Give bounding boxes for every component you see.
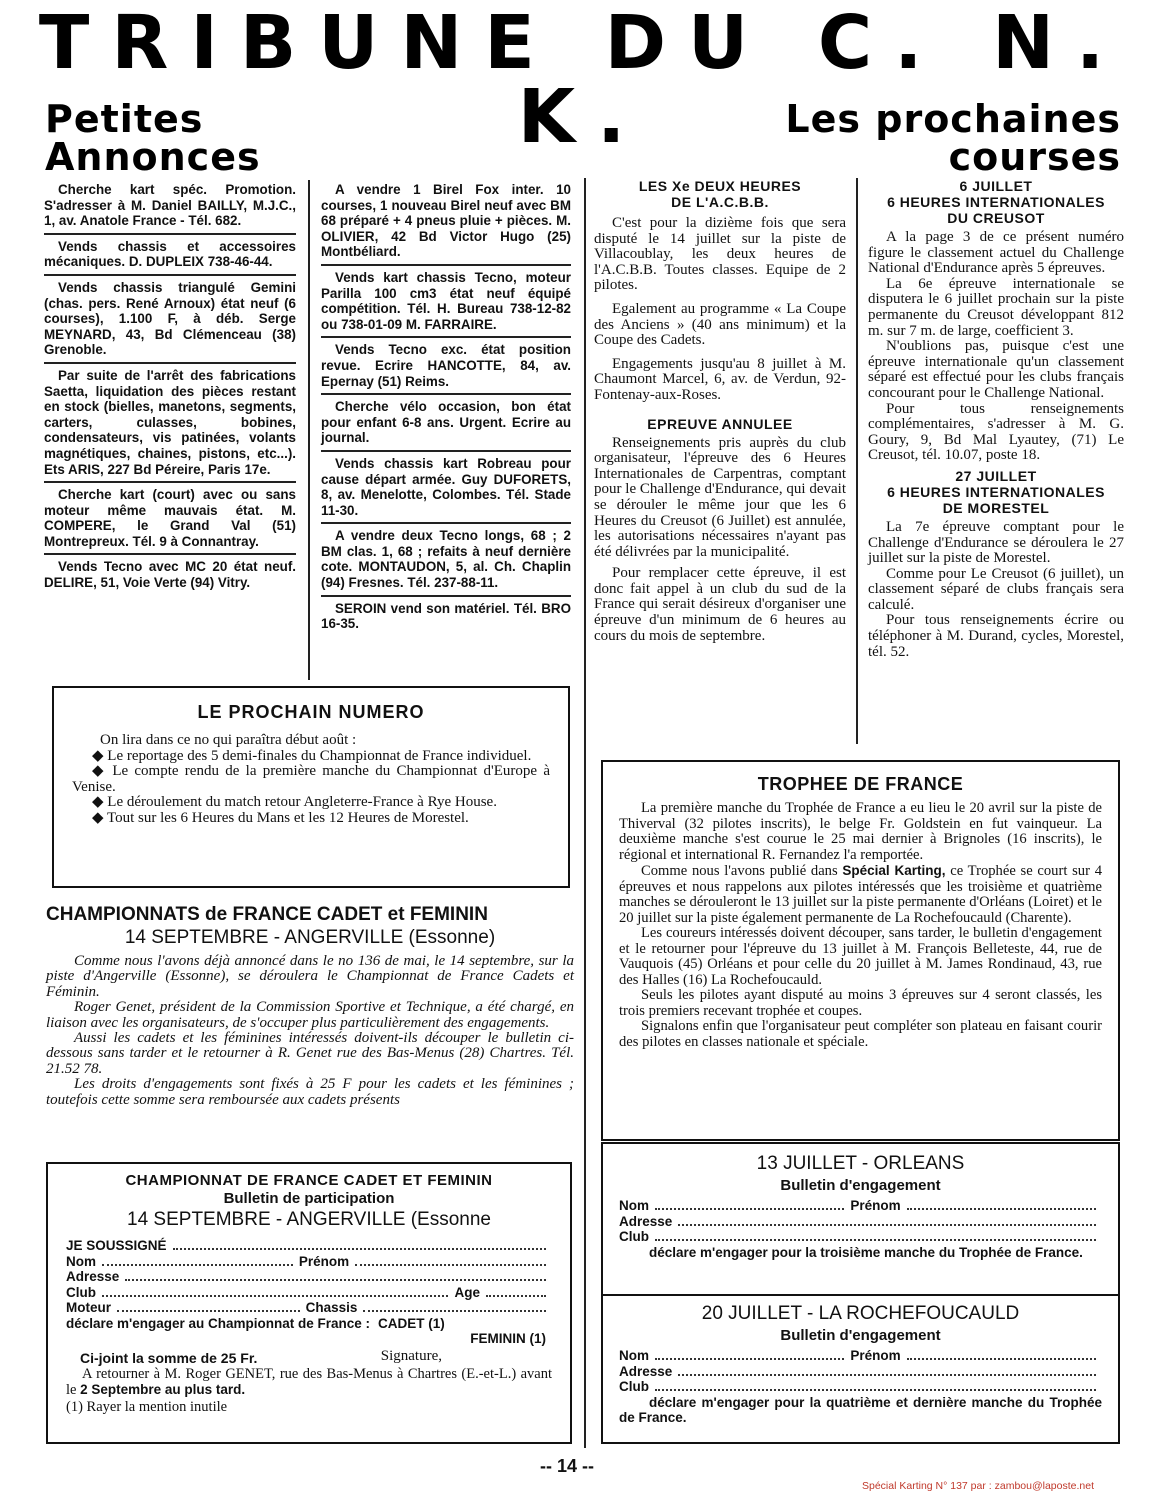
morestel-title-line: 6 HEURES INTERNATIONALES [887,483,1105,500]
orleans-adresse-line [619,1214,1102,1230]
classified-ad: Vends chassis et accessoires mécaniques. D. DUPLEIX 738-46-44. [44,235,296,276]
classified-ad: SEROIN vend son matériel. Tél. BRO 16-35. [321,600,571,632]
credit-line: Spécial Karting N° 137 par : zambou@laposte.net [862,1480,1094,1492]
rochefoucauld-bulletin [603,1296,1118,1426]
morestel-paragraph: Pour tous renseignements écrire ou téléphoner à M. Durand, cycles, Morestel, tél. 52. [868,612,1124,660]
feminin-option[interactable]: FEMININ (1) [470,1331,546,1346]
page-number: -- 14 -- [540,1456,594,1476]
right-title-line-2: courses [948,135,1121,179]
orleans-bulletin [603,1144,1118,1294]
club-line [66,1285,552,1301]
orleans-prenom-label: Prénom [850,1198,901,1213]
column-divider [308,180,310,680]
rayer-note: (1) Rayer la mention inutile [66,1398,228,1415]
rochefoucauld-title: 20 JUILLET - LA ROCHEFOUCAULD [701,1303,1020,1324]
classified-ad: Cherche kart spéc. Promotion. S'adresser à M. Daniel BAILLY, M.J.C., 1, av. Anatole France - Tél. 682. [44,178,296,235]
cadet-article [46,904,574,1108]
trophee-paragraph: Les coureurs intéressés doivent découper, sans tarder, le bulletin d'engagement et le retourner pour l'épreuve du 13 juillet à M. François Belleteste, 44, rue de Vauquois (45) Orléans et pour celle du 20 juillet à M. James Rondinaud, 43, rue des Halles (16) La Rochefoucauld. [619,925,1102,988]
rochefoucauld-adresse-line [619,1364,1102,1380]
creusot-title-line: 6 HEURES INTERNATIONALES [887,194,1105,210]
race-column-1 [594,178,846,652]
club-field[interactable] [102,1295,448,1297]
trophee-title: TROPHEE DE FRANCE [757,774,964,794]
cadet-subtitle: 14 SEPTEMBRE - ANGERVILLE (Essonne) [124,927,496,948]
nom-field[interactable] [102,1264,293,1266]
prochain-item: ◆ Le déroulement du match retour Angleterre-France à Rye House. [92,794,497,811]
age-field[interactable] [486,1295,546,1297]
cadet-title: CHAMPIONNATS de FRANCE CADET et FEMININ [46,904,488,925]
morestel-title-line: 27 JUILLET [955,467,1037,484]
rochefoucauld-nom-field[interactable] [655,1358,844,1360]
chassis-field[interactable] [363,1310,546,1312]
moteur-line [66,1300,552,1316]
cadet-paragraph: Comme nous l'avons déjà annoncé dans le no 136 de mai, le 14 septembre, sur la piste d'Angerville (Essonne), se déroulera le Championnat de France Cadets et Féminin. [46,953,574,1000]
masthead: TRIBUNE DU C. N. K. [38,0,1127,160]
prochain-item-text: Tout sur les 6 Heures du Mans et les 12 Heures de Morestel. [107,809,469,826]
cadet-form-date: 14 SEPTEMBRE - ANGERVILLE (Essonne [127,1209,491,1230]
acbb-title-line-1: LES Xe DEUX HEURES [638,178,802,194]
morestel-title-line: DE MORESTEL [942,499,1050,516]
orleans-nom-label: Nom [619,1198,649,1213]
moteur-label: Moteur [66,1300,111,1315]
classified-ad: Vends Tecno exc. état position revue. Ecrire HANCOTTE, 84, av. Epernay (51) Reims. [321,338,571,395]
right-title-line-1: Les prochaines [785,97,1121,141]
orleans-nom-field[interactable] [655,1208,844,1210]
rochefoucauld-nom-label: Nom [619,1348,649,1363]
annulee-paragraph: Renseignements pris auprès du club organisateur, l'épreuve des 6 Heures Internationales de Carpentras, comptant pour le Challenge d'Endurance, qui devait se dérouler le même jour que les 6 Heures du Creusot (6 Juillet) est annulée, les autorisations nécessaires n'ayant pas été délivrées par la municipalité. [594,434,846,560]
orleans-adresse-label: Adresse [619,1213,673,1229]
declare-label: déclare m'engager au Championnat de France : [66,1315,371,1331]
center-divider [584,178,586,1448]
classified-column-1 [44,178,296,595]
rochefoucauld-club-field[interactable] [655,1389,1096,1391]
race-column-2 [868,178,1124,660]
retour-text-b: 2 Septembre au plus tard. [80,1382,246,1398]
orleans-title: 13 JUILLET - ORLEANS [756,1153,965,1174]
je-soussigne-label: JE SOUSSIGNÉ [66,1238,167,1253]
nom-label: Nom [66,1253,96,1269]
classified-ad: A vendre 1 Birel Fox inter. 10 courses, 1 nouveau Birel neuf avec BM 68 préparé + 4 pneus pluie + pièces. M. OLIVIER, 42 Bd Victor Hugo (25) Montbéliard. [321,178,571,266]
classified-ad: Cherche vélo occasion, bon état pour enfant 6-8 ans. Urgent. Ecrire au journal. [321,395,571,452]
joint-label: Ci-joint la somme de 25 Fr. [80,1349,258,1366]
annulee-paragraph: Pour remplacer cette épreuve, il est donc fait appel à un club du sud de la France qui serait désireux d'organiser une épreuve d'un minimum de 6 heures au cours du mois de septembre. [594,565,846,644]
prochain-item: ◆ Le reportage des 5 demi-finales du Championnat de France individuel. [92,747,532,764]
rochefoucauld-club-label: Club [619,1379,649,1394]
adresse-field[interactable] [125,1279,546,1281]
club-label: Club [66,1284,96,1300]
prochain-item-text: Le déroulement du match retour Angleterre-France à Rye House. [107,794,497,811]
cadet-form-box [46,1162,572,1444]
cadet-option[interactable]: CADET (1) [378,1315,445,1331]
orleans-prenom-field[interactable] [907,1208,1096,1210]
classified-ad: Par suite de l'arrêt des fabrications Saetta, liquidation des pièces restant en stock (bielles, manetons, segments, carters, culasses, bobines, condensateurs, vis patinées, volants magnétiques, chaines, pistons, etc...). Ets ARIS, 227 Bd Péreire, Paris 17e. [44,364,296,483]
signature-label: Signature, [380,1347,442,1364]
cadet-paragraph: Roger Genet, président de la Commission Sportive et Technique, a été chargé, en liaison avec les organisateurs, de s'occuper plus particulièrement des engagements. [46,999,574,1031]
prochain-intro: On lira dans ce no qui paraîtra début août : [100,732,357,748]
bulletins-box [601,1142,1120,1444]
morestel-paragraph: La 7e épreuve comptant pour le Challenge d'Endurance se déroulera le 27 juillet sur la piste de Morestel. [868,518,1124,567]
rochefoucauld-subtitle: Bulletin d'engagement [780,1327,941,1344]
classified-column-2 [321,178,571,636]
joint-line [66,1349,552,1367]
trophee-paragraph [619,863,1102,926]
orleans-club-field[interactable] [655,1239,1096,1241]
orleans-club-line [619,1229,1102,1245]
acbb-title-line-2: DE L'A.C.B.B. [671,194,769,210]
prochain-item-text: Le reportage des 5 demi-finales du Championnat de France individuel. [107,747,532,764]
trophee-p2-a: Comme nous l'avons publié dans [641,863,838,879]
orleans-club-label: Club [619,1229,649,1244]
orleans-nom-line [619,1198,1102,1214]
acbb-title [594,178,846,210]
acbb-paragraph: Egalement au programme « La Coupe des Anciens » (40 ans minimum) et la Coupe des Cadets. [594,300,846,349]
moteur-field[interactable] [117,1310,300,1312]
orleans-subtitle: Bulletin d'engagement [780,1177,941,1194]
classified-ad: Vends kart chassis Tecno, moteur Parilla 100 cm3 état neuf équipé compétition. Tél. H. Bureau 738-12-82 ou 738-01-09 M. FARRAIRE. [321,266,571,338]
acbb-paragraph: C'est pour la dizième fois que sera disputé le 14 juillet sur la piste de Villacoublay, les deux heures de l'A.C.B.B. Toutes classes. Equipe de 2 pilotes. [594,215,846,294]
declare-line [66,1316,552,1332]
trophee-paragraph: Signalons enfin que l'organisateur peut compléter son plateau en faisant courir des pilotes en classes nationale et spéciale. [619,1018,1102,1050]
right-section-title [785,97,1121,179]
trophee-paragraph: Seuls les pilotes ayant disputé au moins 3 épreuves sur 4 seront classés, les trois premiers recevant trophée et coupes. [619,987,1102,1019]
creusot-title [868,178,1124,226]
prochain-item: ◆ Tout sur les 6 Heures du Mans et les 12 Heures de Morestel. [92,809,469,826]
rochefoucauld-adresse-label: Adresse [619,1363,673,1379]
retour-text-a: A retourner à M. Roger GENET, rue des Bas-Menus à Chartres (E.-et-L.) avant le [66,1365,552,1399]
creusot-title-line: 6 JUILLET [959,178,1033,194]
prochain-title: LE PROCHAIN NUMERO [197,702,425,722]
column-divider [856,178,858,744]
classified-ad: Vends chassis triangulé Gemini (chas. pers. René Arnoux) état neuf (6 courses), 1.100 F, à déb. Serge MEYNARD, 43, Bd Clémenceau (38) Grenoble. [44,276,296,364]
prochain-item: ◆ Le compte rendu de la première manche du Championnat d'Europe à Venise. [72,763,550,795]
left-section-title [45,97,261,179]
acbb-paragraph: Engagements jusqu'au 8 juillet à M. Chaumont Marcel, 6, av. de Verdun, 92-Fontenay-aux-Roses. [594,355,846,403]
rochefoucauld-adresse-field[interactable] [678,1374,1096,1376]
trophee-paragraph: La première manche du Trophée de France a eu lieu le 20 avril sur la piste de Thiverval (32 pilotes inscrits), le belge Fr. Goldstein en fut vainqueur. La deuxième manche s'est courue le 25 mai dernier à Brignoles (16 inscrits), le régional et international R. Fernandez l'a remportée. [619,800,1102,863]
left-title-line-1: Petites [45,97,204,141]
prochain-numero-box [52,686,570,888]
adresse-line [66,1269,552,1285]
prenom-label: Prénom [298,1253,350,1269]
retour-text [66,1367,552,1399]
classified-ad: Vends chassis kart Robreau pour cause départ armée. Guy DUFORETS, 8, av. Menelotte, Colombes. Tél. Stade 11-30. [321,452,571,524]
morestel-paragraph: Comme pour Le Creusot (6 juillet), un classement séparé de clubs français sera calculé. [868,565,1124,613]
cadet-form-subtitle: Bulletin de participation [223,1190,395,1207]
classified-ad: A vendre deux Tecno longs, 68 ; 2 BM clas. 1, 68 ; refaits à neuf dernière cote. MONTAUDON, 5, al. Ch. Chaplin (94) Fresnes. Tél. 237-88-11. [321,524,571,596]
rochefoucauld-declare: déclare m'engager pour la quatrième et dernière manche du Trophée de France. [619,1394,1102,1425]
adresse-label: Adresse [66,1269,120,1284]
rochefoucauld-club-line [619,1379,1102,1395]
age-label: Age [454,1284,480,1300]
trophee-p2-c: ce Trophée se court sur 4 épreuves et nous rappelons aux pilotes intéressés que les troisième et quatrième manches se dérouleront le 13 juillet sur la piste permanente d'Orléans (Loiret) et le 20 juillet sur la piste également permanente de La Rochefoucauld (Charente). [619,863,1102,926]
orleans-declare: déclare m'engager pour la troisième manche du Trophée de France. [649,1244,1083,1260]
left-title-line-2: Annonces [45,135,261,179]
creusot-paragraph: A la page 3 de ce présent numéro figure le classement actuel du Challenge National d'Endurance après 5 épreuves. [868,229,1124,277]
rochefoucauld-nom-line [619,1348,1102,1364]
morestel-title [868,468,1124,516]
classified-ad: Cherche kart (court) avec ou sans moteur même mauvais état. M. COMPERE, le Grand Val (51) Montrepreux. Tél. 9 à Connantray. [44,483,296,555]
creusot-paragraph: Pour tous renseignements complémentaires, s'adresser à M. G. Goury, 9, Bd Mal Lyautey, (71) Le Creusot, tél. 10.07, poste 18. [868,400,1124,464]
creusot-paragraph: La 6e épreuve internationale se disputera le 6 juillet prochain sur la piste permanente du Creusot développant 812 m. sur 7 m. de large, coefficient 3. [868,275,1124,339]
cadet-form-title: CHAMPIONNAT DE FRANCE CADET ET FEMININ [125,1172,493,1189]
prochain-item-text: Le compte rendu de la première manche du Championnat d'Europe à Venise. [72,763,550,795]
trophee-box [601,760,1120,1141]
creusot-paragraph: N'oublions pas, puisque c'est une épreuve internationale qu'un classement séparé est effectué pour les clubs français concourant pour le Challenge National. [868,338,1124,401]
nom-line [66,1254,552,1270]
annulee-title: EPREUVE ANNULEE [647,415,793,432]
prenom-field[interactable] [355,1264,546,1266]
cadet-paragraph: Les droits d'engagements sont fixés à 25 F pour les cadets et les féminines ; toutefois cette somme sera remboursée aux cadets présents [46,1076,574,1108]
feminin-line [66,1331,552,1347]
cadet-paragraph: Aussi les cadets et les féminines intéressés doivent-ils découper le bulletin ci-dessous sans tarder et le retourner à R. Genet rue des Bas-Menus (28) Chartres. Tél. 21.52 78. [46,1030,574,1077]
rochefoucauld-prenom-label: Prénom [850,1348,901,1363]
je-soussigne-line [66,1238,552,1254]
creusot-title-line: DU CREUSOT [947,210,1045,226]
rochefoucauld-prenom-field[interactable] [907,1358,1096,1360]
orleans-adresse-field[interactable] [678,1224,1096,1226]
chassis-label: Chassis [305,1300,358,1315]
classified-ad: Vends Tecno avec MC 20 état neuf. DELIRE, 51, Voie Verte (94) Vitry. [44,559,296,591]
trophee-p2-b: Spécial Karting, [842,863,946,878]
je-soussigne-field[interactable] [173,1248,546,1250]
